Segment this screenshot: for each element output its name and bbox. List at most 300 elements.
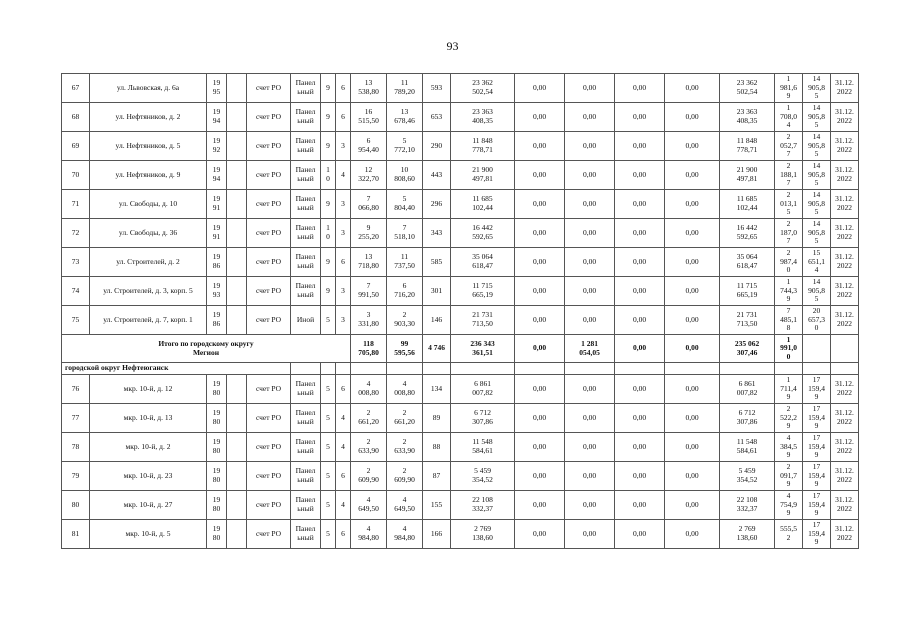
cell-limit: 14 905,8 5 — [803, 190, 831, 219]
cell-limit: 17 159,4 9 — [803, 375, 831, 404]
cell-wall: Панел ьный — [291, 462, 321, 491]
cell-fund: счет РО — [247, 103, 291, 132]
cell-limit: 14 905,8 5 — [803, 132, 831, 161]
section-row — [62, 363, 859, 375]
section-title: городской округ Нефтеюганск — [62, 363, 291, 375]
cell-n: 77 — [62, 404, 90, 433]
table-row — [62, 190, 859, 219]
cell-fund: счет РО — [247, 520, 291, 549]
table-row — [62, 375, 859, 404]
cell-fl: 9 — [321, 103, 336, 132]
cell-wall: Иной — [291, 306, 321, 335]
cell-addr: ул. Нефтяников, д. 9 — [90, 161, 207, 190]
cell-limit: 14 905,8 5 — [803, 74, 831, 103]
cell-en: 6 — [336, 74, 351, 103]
cell-area2: 11 789,20 — [387, 74, 423, 103]
cell-wall: Панел ьный — [291, 74, 321, 103]
cell-empty — [227, 190, 247, 219]
section-empty — [291, 363, 321, 375]
cell-en: 3 — [336, 190, 351, 219]
cell-wall: Панел ьный — [291, 132, 321, 161]
cell-f3: 0,00 — [615, 161, 665, 190]
cell-total: 21 731 713,50 — [720, 306, 775, 335]
cell-addr: ул. Свободы, д. 10 — [90, 190, 207, 219]
cell-date: 31.12. 2022 — [831, 277, 859, 306]
cell-area1: 13 538,80 — [351, 74, 387, 103]
section-empty — [831, 363, 859, 375]
cell-total: 16 442 592,65 — [720, 219, 775, 248]
buildings-table — [61, 73, 859, 549]
cell-f3: 0,00 — [615, 404, 665, 433]
cell-area1: 2 661,20 — [351, 404, 387, 433]
cell-f1: 0,00 — [515, 219, 565, 248]
section-empty — [451, 363, 515, 375]
cell-f3: 0,00 — [615, 74, 665, 103]
cell-cost: 16 442 592,65 — [451, 219, 515, 248]
cell-f2: 0,00 — [565, 404, 615, 433]
table-row — [62, 74, 859, 103]
cell-wall: Панел ьный — [291, 103, 321, 132]
table-row — [62, 219, 859, 248]
cell-fl: 9 — [321, 132, 336, 161]
cell-addr: мкр. 10-й, д. 23 — [90, 462, 207, 491]
cell-area1: 2 609,90 — [351, 462, 387, 491]
cell-total: 6 861 007,82 — [720, 375, 775, 404]
cell-n: 68 — [62, 103, 90, 132]
cell-fl: 5 — [321, 520, 336, 549]
section-empty — [336, 363, 351, 375]
cell-people: 585 — [423, 248, 451, 277]
cell-en: 6 — [336, 375, 351, 404]
cell-empty — [227, 433, 247, 462]
cell-unit: 1 711,4 9 — [775, 375, 803, 404]
total-area2: 99 595,56 — [387, 335, 423, 363]
cell-fund: счет РО — [247, 433, 291, 462]
cell-date: 31.12. 2022 — [831, 491, 859, 520]
cell-en: 6 — [336, 103, 351, 132]
cell-fund: счет РО — [247, 277, 291, 306]
cell-total: 22 108 332,37 — [720, 491, 775, 520]
cell-date: 31.12. 2022 — [831, 103, 859, 132]
cell-date: 31.12. 2022 — [831, 520, 859, 549]
cell-n: 71 — [62, 190, 90, 219]
cell-f1: 0,00 — [515, 491, 565, 520]
table-row — [62, 248, 859, 277]
cell-date: 31.12. 2022 — [831, 132, 859, 161]
section-empty — [565, 363, 615, 375]
cell-fl: 1 0 — [321, 161, 336, 190]
cell-addr: ул. Строителей, д. 7, корп. 1 — [90, 306, 207, 335]
cell-people: 343 — [423, 219, 451, 248]
cell-people: 301 — [423, 277, 451, 306]
cell-f2: 0,00 — [565, 219, 615, 248]
total-people: 4 746 — [423, 335, 451, 363]
cell-f1: 0,00 — [515, 433, 565, 462]
cell-addr: мкр. 10-й, д. 12 — [90, 375, 207, 404]
cell-f2: 0,00 — [565, 277, 615, 306]
cell-people: 653 — [423, 103, 451, 132]
cell-year: 19 80 — [207, 375, 227, 404]
cell-en: 6 — [336, 248, 351, 277]
section-empty — [321, 363, 336, 375]
cell-unit: 2 522,2 9 — [775, 404, 803, 433]
cell-f4: 0,00 — [665, 248, 720, 277]
total-row — [62, 335, 859, 363]
cell-limit: 17 159,4 9 — [803, 520, 831, 549]
cell-fund: счет РО — [247, 161, 291, 190]
cell-total: 23 362 502,54 — [720, 74, 775, 103]
cell-area2: 2 661,20 — [387, 404, 423, 433]
cell-empty — [227, 74, 247, 103]
cell-area1: 4 649,50 — [351, 491, 387, 520]
cell-area2: 10 808,60 — [387, 161, 423, 190]
cell-fund: счет РО — [247, 462, 291, 491]
cell-en: 4 — [336, 404, 351, 433]
cell-f3: 0,00 — [615, 219, 665, 248]
cell-total: 2 769 138,60 — [720, 520, 775, 549]
cell-wall: Панел ьный — [291, 491, 321, 520]
cell-year: 19 86 — [207, 306, 227, 335]
cell-fl: 9 — [321, 74, 336, 103]
cell-cost: 11 548 584,61 — [451, 433, 515, 462]
cell-date: 31.12. 2022 — [831, 462, 859, 491]
cell-area2: 2 903,30 — [387, 306, 423, 335]
cell-f4: 0,00 — [665, 520, 720, 549]
cell-area1: 7 066,80 — [351, 190, 387, 219]
cell-n: 67 — [62, 74, 90, 103]
cell-f3: 0,00 — [615, 248, 665, 277]
cell-f2: 0,00 — [565, 375, 615, 404]
cell-f1: 0,00 — [515, 190, 565, 219]
cell-limit: 17 159,4 9 — [803, 462, 831, 491]
table-row — [62, 103, 859, 132]
cell-f1: 0,00 — [515, 375, 565, 404]
cell-year: 19 91 — [207, 219, 227, 248]
cell-total: 23 363 408,35 — [720, 103, 775, 132]
cell-year: 19 95 — [207, 74, 227, 103]
cell-wall: Панел ьный — [291, 161, 321, 190]
cell-n: 69 — [62, 132, 90, 161]
cell-fl: 5 — [321, 462, 336, 491]
cell-limit: 14 905,8 5 — [803, 103, 831, 132]
cell-f2: 0,00 — [565, 433, 615, 462]
total-f2: 1 281 054,05 — [565, 335, 615, 363]
cell-f4: 0,00 — [665, 433, 720, 462]
cell-addr: мкр. 10-й, д. 27 — [90, 491, 207, 520]
cell-area2: 5 804,40 — [387, 190, 423, 219]
cell-addr: ул. Нефтяников, д. 2 — [90, 103, 207, 132]
cell-f2: 0,00 — [565, 248, 615, 277]
cell-area1: 3 331,80 — [351, 306, 387, 335]
cell-unit: 2 987,4 0 — [775, 248, 803, 277]
cell-unit: 2 187,0 7 — [775, 219, 803, 248]
total-cost: 236 343 361,51 — [451, 335, 515, 363]
cell-year: 19 80 — [207, 520, 227, 549]
cell-en: 4 — [336, 161, 351, 190]
table-row — [62, 433, 859, 462]
cell-f2: 0,00 — [565, 103, 615, 132]
cell-area2: 13 678,46 — [387, 103, 423, 132]
cell-cost: 23 363 408,35 — [451, 103, 515, 132]
cell-unit: 2 188,1 7 — [775, 161, 803, 190]
cell-empty — [227, 161, 247, 190]
cell-year: 19 94 — [207, 161, 227, 190]
cell-en: 6 — [336, 520, 351, 549]
total-label: Итого по городскому округу Мегион — [62, 335, 351, 363]
cell-area1: 16 515,50 — [351, 103, 387, 132]
cell-n: 79 — [62, 462, 90, 491]
table-row — [62, 491, 859, 520]
cell-addr: ул. Львовская, д. 6а — [90, 74, 207, 103]
table-row — [62, 161, 859, 190]
table-row — [62, 462, 859, 491]
cell-unit: 4 754,9 9 — [775, 491, 803, 520]
cell-cost: 11 848 778,71 — [451, 132, 515, 161]
cell-n: 70 — [62, 161, 90, 190]
cell-f3: 0,00 — [615, 103, 665, 132]
table-row — [62, 132, 859, 161]
cell-f4: 0,00 — [665, 74, 720, 103]
cell-fl: 5 — [321, 491, 336, 520]
cell-cost: 5 459 354,52 — [451, 462, 515, 491]
cell-n: 75 — [62, 306, 90, 335]
cell-f3: 0,00 — [615, 520, 665, 549]
cell-area2: 4 984,80 — [387, 520, 423, 549]
cell-fund: счет РО — [247, 375, 291, 404]
cell-f1: 0,00 — [515, 404, 565, 433]
cell-fl: 9 — [321, 190, 336, 219]
cell-n: 81 — [62, 520, 90, 549]
cell-year: 19 94 — [207, 103, 227, 132]
cell-fund: счет РО — [247, 248, 291, 277]
cell-empty — [227, 404, 247, 433]
cell-addr: мкр. 10-й, д. 2 — [90, 433, 207, 462]
cell-date: 31.12. 2022 — [831, 248, 859, 277]
table-row — [62, 306, 859, 335]
table-row — [62, 277, 859, 306]
cell-cost: 21 731 713,50 — [451, 306, 515, 335]
cell-area1: 13 718,80 — [351, 248, 387, 277]
cell-limit: 17 159,4 9 — [803, 433, 831, 462]
cell-people: 155 — [423, 491, 451, 520]
cell-unit: 1 981,6 9 — [775, 74, 803, 103]
cell-empty — [227, 520, 247, 549]
cell-unit: 2 091,7 9 — [775, 462, 803, 491]
cell-empty — [227, 491, 247, 520]
cell-limit: 17 159,4 9 — [803, 491, 831, 520]
cell-f3: 0,00 — [615, 491, 665, 520]
cell-year: 19 80 — [207, 433, 227, 462]
cell-total: 21 900 497,81 — [720, 161, 775, 190]
cell-year: 19 91 — [207, 190, 227, 219]
section-empty — [351, 363, 387, 375]
cell-unit: 2 052,7 7 — [775, 132, 803, 161]
cell-unit: 4 384,5 9 — [775, 433, 803, 462]
cell-total: 11 848 778,71 — [720, 132, 775, 161]
cell-f3: 0,00 — [615, 132, 665, 161]
cell-f4: 0,00 — [665, 375, 720, 404]
cell-total: 35 064 618,47 — [720, 248, 775, 277]
cell-en: 4 — [336, 491, 351, 520]
cell-area2: 2 633,90 — [387, 433, 423, 462]
cell-addr: мкр. 10-й, д. 13 — [90, 404, 207, 433]
cell-f3: 0,00 — [615, 375, 665, 404]
cell-fund: счет РО — [247, 306, 291, 335]
cell-f4: 0,00 — [665, 161, 720, 190]
cell-fl: 5 — [321, 375, 336, 404]
cell-date: 31.12. 2022 — [831, 404, 859, 433]
cell-area2: 11 737,50 — [387, 248, 423, 277]
total-area1: 118 705,80 — [351, 335, 387, 363]
cell-f4: 0,00 — [665, 103, 720, 132]
cell-area1: 9 255,20 — [351, 219, 387, 248]
cell-date: 31.12. 2022 — [831, 190, 859, 219]
total-limit — [803, 335, 831, 363]
cell-f3: 0,00 — [615, 277, 665, 306]
cell-f4: 0,00 — [665, 219, 720, 248]
cell-f1: 0,00 — [515, 132, 565, 161]
total-f1: 0,00 — [515, 335, 565, 363]
cell-limit: 14 905,8 5 — [803, 277, 831, 306]
cell-date: 31.12. 2022 — [831, 219, 859, 248]
section-empty — [803, 363, 831, 375]
section-empty — [423, 363, 451, 375]
cell-people: 296 — [423, 190, 451, 219]
total-f4: 0,00 — [665, 335, 720, 363]
cell-unit: 1 744,3 9 — [775, 277, 803, 306]
cell-empty — [227, 306, 247, 335]
cell-fl: 9 — [321, 277, 336, 306]
total-unit: 1 991,0 0 — [775, 335, 803, 363]
cell-en: 3 — [336, 306, 351, 335]
cell-en: 6 — [336, 462, 351, 491]
cell-fund: счет РО — [247, 404, 291, 433]
cell-wall: Панел ьный — [291, 219, 321, 248]
cell-limit: 14 905,8 5 — [803, 219, 831, 248]
cell-people: 88 — [423, 433, 451, 462]
cell-cost: 6 861 007,82 — [451, 375, 515, 404]
cell-total: 6 712 307,86 — [720, 404, 775, 433]
cell-fund: счет РО — [247, 190, 291, 219]
cell-wall: Панел ьный — [291, 248, 321, 277]
cell-fl: 1 0 — [321, 219, 336, 248]
cell-fl: 5 — [321, 404, 336, 433]
cell-area2: 4 008,80 — [387, 375, 423, 404]
cell-unit: 1 708,0 4 — [775, 103, 803, 132]
cell-f2: 0,00 — [565, 161, 615, 190]
cell-fund: счет РО — [247, 219, 291, 248]
cell-area2: 7 518,10 — [387, 219, 423, 248]
section-empty — [387, 363, 423, 375]
cell-unit: 2 013,1 5 — [775, 190, 803, 219]
cell-year: 19 80 — [207, 491, 227, 520]
cell-area1: 2 633,90 — [351, 433, 387, 462]
cell-area1: 4 008,80 — [351, 375, 387, 404]
table-row — [62, 520, 859, 549]
cell-f4: 0,00 — [665, 277, 720, 306]
cell-addr: ул. Нефтяников, д. 5 — [90, 132, 207, 161]
cell-addr: ул. Строителей, д. 2 — [90, 248, 207, 277]
cell-unit: 555,5 2 — [775, 520, 803, 549]
cell-date: 31.12. 2022 — [831, 375, 859, 404]
cell-people: 593 — [423, 74, 451, 103]
cell-year: 19 93 — [207, 277, 227, 306]
cell-fund: счет РО — [247, 491, 291, 520]
page-number: 93 — [446, 39, 459, 53]
cell-date: 31.12. 2022 — [831, 161, 859, 190]
cell-f1: 0,00 — [515, 520, 565, 549]
cell-f1: 0,00 — [515, 277, 565, 306]
cell-n: 76 — [62, 375, 90, 404]
cell-total: 11 715 665,19 — [720, 277, 775, 306]
cell-n: 72 — [62, 219, 90, 248]
cell-addr: ул. Свободы, д. 36 — [90, 219, 207, 248]
cell-f1: 0,00 — [515, 161, 565, 190]
cell-limit: 15 651,1 4 — [803, 248, 831, 277]
cell-n: 78 — [62, 433, 90, 462]
cell-f2: 0,00 — [565, 306, 615, 335]
cell-f3: 0,00 — [615, 433, 665, 462]
cell-limit: 17 159,4 9 — [803, 404, 831, 433]
cell-fund: счет РО — [247, 132, 291, 161]
cell-cost: 21 900 497,81 — [451, 161, 515, 190]
cell-area2: 2 609,90 — [387, 462, 423, 491]
cell-date: 31.12. 2022 — [831, 74, 859, 103]
cell-empty — [227, 375, 247, 404]
cell-year: 19 80 — [207, 404, 227, 433]
cell-people: 146 — [423, 306, 451, 335]
cell-area1: 4 984,80 — [351, 520, 387, 549]
cell-limit: 14 905,8 5 — [803, 161, 831, 190]
section-empty — [775, 363, 803, 375]
cell-unit: 7 485,1 8 — [775, 306, 803, 335]
cell-area1: 6 954,40 — [351, 132, 387, 161]
cell-f4: 0,00 — [665, 306, 720, 335]
cell-wall: Панел ьный — [291, 520, 321, 549]
cell-empty — [227, 132, 247, 161]
total-total: 235 062 307,46 — [720, 335, 775, 363]
cell-f1: 0,00 — [515, 103, 565, 132]
cell-limit: 20 657,3 0 — [803, 306, 831, 335]
cell-empty — [227, 462, 247, 491]
cell-total: 11 685 102,44 — [720, 190, 775, 219]
cell-addr: ул. Строителей, д. 3, корп. 5 — [90, 277, 207, 306]
cell-en: 4 — [336, 433, 351, 462]
cell-f2: 0,00 — [565, 132, 615, 161]
cell-n: 80 — [62, 491, 90, 520]
total-date — [831, 335, 859, 363]
cell-cost: 6 712 307,86 — [451, 404, 515, 433]
section-empty — [515, 363, 565, 375]
cell-area1: 7 991,50 — [351, 277, 387, 306]
cell-en: 3 — [336, 277, 351, 306]
cell-cost: 11 685 102,44 — [451, 190, 515, 219]
cell-year: 19 86 — [207, 248, 227, 277]
cell-f1: 0,00 — [515, 74, 565, 103]
cell-wall: Панел ьный — [291, 375, 321, 404]
cell-wall: Панел ьный — [291, 277, 321, 306]
cell-area2: 5 772,10 — [387, 132, 423, 161]
cell-f4: 0,00 — [665, 462, 720, 491]
table-row — [62, 404, 859, 433]
cell-fund: счет РО — [247, 74, 291, 103]
cell-date: 31.12. 2022 — [831, 306, 859, 335]
cell-cost: 22 108 332,37 — [451, 491, 515, 520]
cell-year: 19 80 — [207, 462, 227, 491]
cell-people: 443 — [423, 161, 451, 190]
cell-area2: 4 649,50 — [387, 491, 423, 520]
cell-cost: 2 769 138,60 — [451, 520, 515, 549]
